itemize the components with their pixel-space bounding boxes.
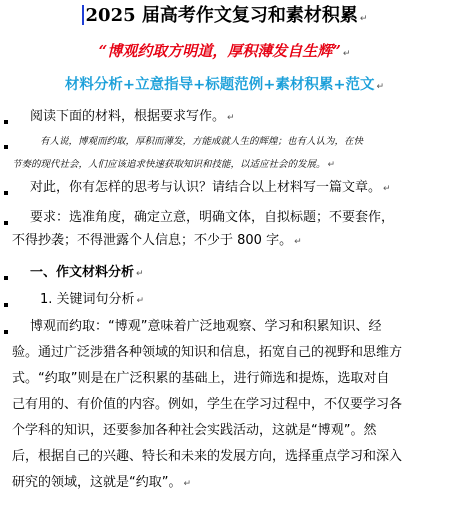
paragraph-mark-icon: ↵: [359, 14, 368, 24]
paragraph-mark-icon: ↵: [342, 49, 351, 59]
paragraph-mark-icon: ↵: [294, 237, 302, 247]
subtitle-text: “博观约取方明道，厚积薄发自生辉”: [98, 42, 341, 60]
paragraph-mark-icon: ↵: [376, 82, 385, 92]
topic-banner: [0, 74, 449, 98]
paragraph-bullet: [4, 120, 8, 124]
question-text: 对此，你有怎样的思考与认识？请结合以上材料写一篇文章。: [30, 180, 382, 195]
title-text: 2025 届高考作文复习和素材积累: [85, 5, 358, 26]
paragraph-mark-icon: ↵: [183, 479, 192, 489]
requirement-text-1: 要求：选准角度，确定立意，明确文体，自拟标题；不要套作，: [30, 210, 395, 225]
paragraph-mark-icon: ↵: [327, 160, 336, 170]
paragraph-bullet: [4, 191, 8, 195]
paragraph-mark-icon: ↵: [227, 113, 235, 123]
requirement-line-2: [12, 230, 446, 253]
requirement-text-2: 不得抄袭；不得泄露个人信息；不少于 800 字。: [12, 233, 293, 248]
material-text-1: 有人说，博观而约取，厚积而薄发，方能成就人生的辉煌；也有人认为，在快: [40, 136, 364, 147]
sub-heading: [12, 289, 446, 312]
body-line-2: [12, 342, 446, 364]
paragraph-bullet: [4, 303, 8, 307]
banner-text: 材料分析+立意指导+标题范例+素材积累+范文: [64, 77, 375, 93]
question-line: [12, 177, 446, 200]
sub-heading-text: 1. 关键词句分析: [40, 292, 135, 307]
material-text-2: 节奏的现代社会，人们应该追求快速获取知识和技能，以适应社会的发展。: [12, 159, 326, 170]
document-subtitle: [0, 40, 449, 65]
paragraph-mark-icon: ↵: [136, 269, 144, 279]
paragraph-bullet: [4, 145, 8, 149]
body-text-3: 式。“约取”则是在广泛积累的基础上，进行筛选和提炼，选取对自: [12, 371, 390, 386]
document-title: [0, 4, 449, 31]
intro-text: 阅读下面的材料，根据要求写作。: [30, 109, 226, 124]
body-line-5: [12, 420, 446, 442]
text-cursor: [82, 5, 84, 25]
body-text-2: 验。通过广泛涉猎各种领域的知识和信息，拓宽自己的视野和思维方: [12, 345, 403, 360]
paragraph-bullet: [4, 276, 8, 280]
paragraph-mark-icon: ↵: [383, 184, 391, 194]
body-line-7: [12, 472, 446, 495]
body-line-3: [12, 368, 446, 390]
section-heading: [12, 262, 446, 285]
body-text-6: 后，根据自己的兴趣、特长和未来的发展方向，选择重点学习和深入: [12, 449, 403, 464]
requirement-line-1: [12, 207, 446, 229]
body-text-5: 个学科的知识，还要参加各种社会实践活动，这就是“博观”。然: [12, 423, 377, 438]
paragraph-bullet: [4, 221, 8, 225]
paragraph-bullet: [4, 330, 8, 334]
body-text-7: 研究的领域，这就是“约取”。: [12, 475, 182, 490]
body-line-1: [12, 316, 446, 338]
body-line-6: [12, 446, 446, 468]
paragraph-mark-icon: ↵: [136, 296, 145, 306]
material-line-2: [12, 157, 446, 173]
body-text-4: 己有用的、有价值的内容。例如，学生在学习过程中，不仅要学习各: [12, 397, 403, 412]
body-text-1: 博观而约取：“博观”意味着广泛地观察、学习和积累知识、经: [30, 319, 382, 334]
intro-line: [12, 106, 446, 129]
section-heading-text: 一、作文材料分析: [30, 265, 135, 280]
material-line-1: [12, 134, 446, 150]
body-line-4: [12, 394, 446, 416]
